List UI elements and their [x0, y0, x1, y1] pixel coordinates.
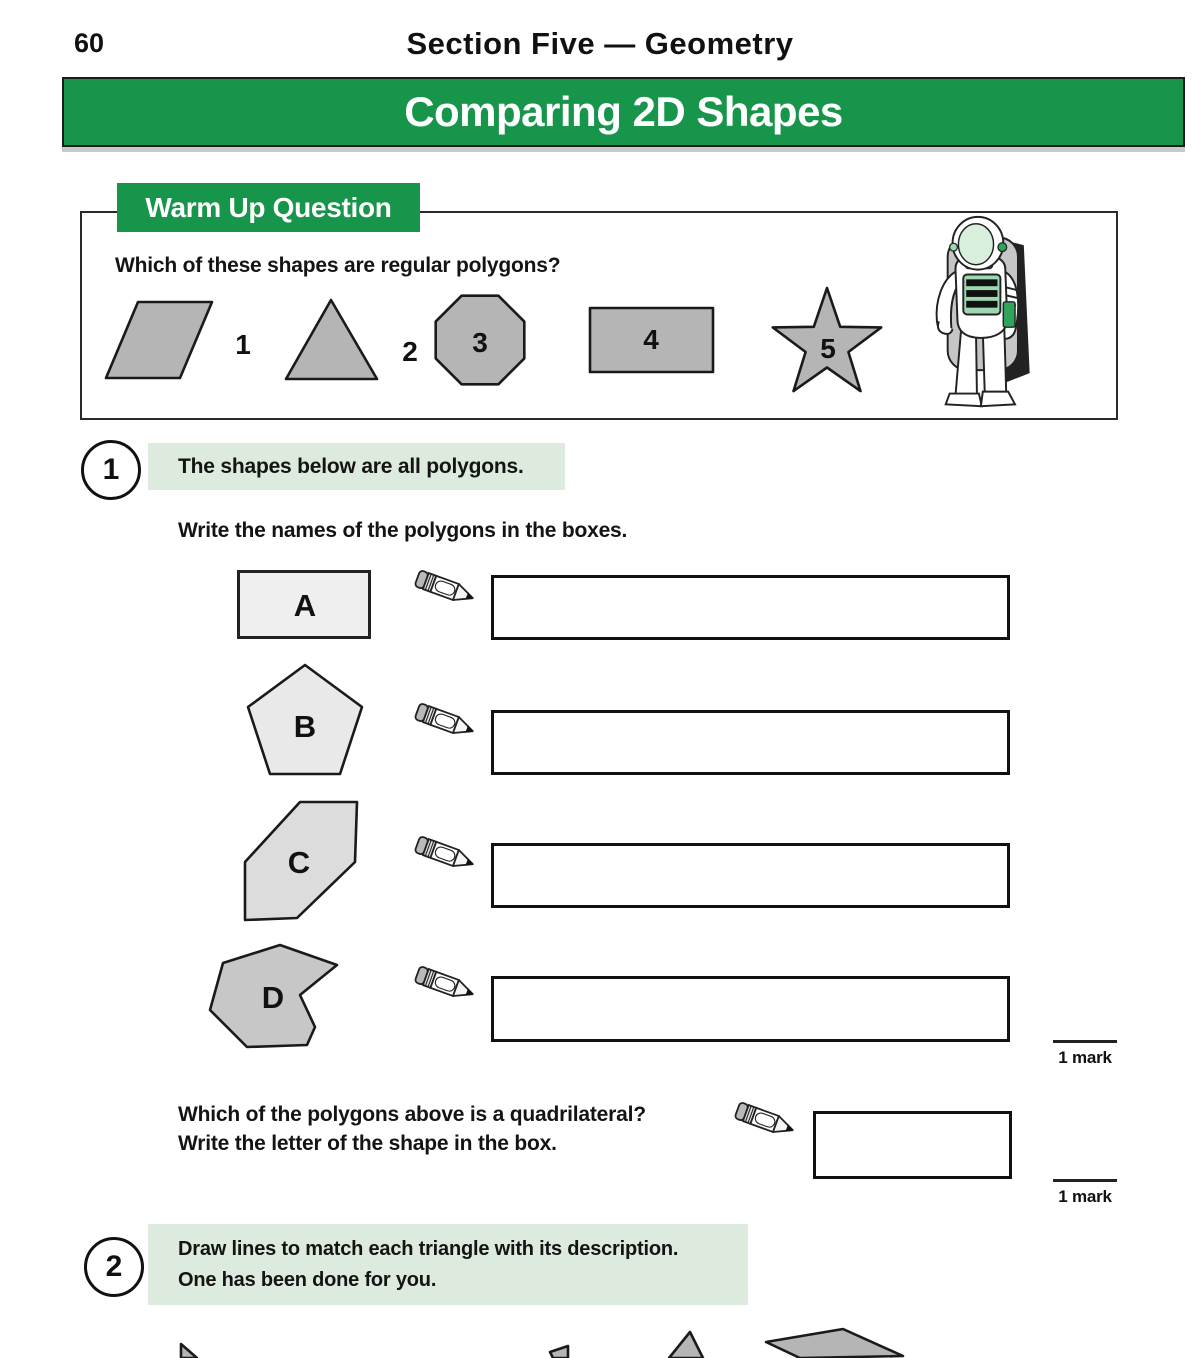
mark-label: 1 mark — [1058, 1048, 1112, 1067]
q2-number-badge — [84, 1237, 144, 1297]
page-number: 60 — [74, 28, 105, 58]
mark-label: 1 mark — [1058, 1187, 1112, 1206]
page-title: Comparing 2D Shapes — [404, 88, 843, 135]
pencil-icon — [410, 564, 482, 616]
q2-text-line2: One has been done for you. — [178, 1268, 437, 1291]
shape-letter: A — [293, 588, 317, 623]
partial-triangle-shape — [181, 1344, 197, 1358]
parallelogram-shape — [106, 302, 212, 378]
mark-line — [1053, 1179, 1117, 1182]
answer-box-c[interactable] — [491, 843, 1010, 908]
astronaut-illustration — [905, 212, 1045, 417]
shape-letter: D — [261, 980, 285, 1015]
section-title: Section Five — Geometry — [406, 26, 794, 61]
q1-number-badge — [81, 440, 141, 500]
shape-label: 1 — [235, 329, 251, 360]
pencil-icon — [730, 1096, 802, 1148]
warmup-question: Which of these shapes are regular polygons? — [115, 254, 561, 277]
answer-box-a[interactable] — [491, 575, 1010, 640]
quad-question-line1: Which of the polygons above is a quadrilateral? — [178, 1103, 646, 1126]
q2-number: 2 — [105, 1250, 123, 1283]
mark-line — [1053, 1040, 1117, 1043]
shape-label: 4 — [643, 324, 659, 355]
shape-letter: C — [287, 845, 311, 880]
quad-question-line2: Write the letter of the shape in the box. — [178, 1132, 557, 1155]
bottom-partial-shapes — [0, 1325, 1200, 1358]
shape-label: 2 — [402, 336, 418, 367]
partial-triangle-shape — [669, 1332, 703, 1358]
answer-box-b[interactable] — [491, 710, 1010, 775]
q2-text-line1: Draw lines to match each triangle with its description. — [178, 1237, 679, 1260]
mark-indicator — [1053, 1040, 1117, 1068]
warmup-tab-label: Warm Up Question — [145, 191, 392, 223]
q1-number: 1 — [102, 453, 120, 486]
pencil-icon — [410, 830, 482, 882]
warmup-tab — [117, 183, 420, 232]
q2-intro-highlight — [148, 1224, 748, 1305]
shape-letter: B — [293, 709, 317, 744]
pencil-icon — [410, 697, 482, 749]
pencil-icon — [410, 960, 482, 1012]
triangle-shape — [286, 300, 377, 379]
partial-quadrilateral-shape — [766, 1329, 903, 1358]
q1-intro-highlight — [148, 443, 565, 490]
title-banner — [62, 77, 1185, 147]
mark-indicator — [1053, 1179, 1117, 1207]
answer-box-d[interactable] — [491, 976, 1010, 1042]
quad-answer-box[interactable] — [813, 1111, 1012, 1179]
shape-label: 3 — [472, 327, 488, 358]
shape-label: 5 — [820, 333, 836, 364]
partial-triangle-shape — [550, 1346, 568, 1358]
q1-instruction: Write the names of the polygons in the boxes. — [178, 519, 628, 542]
q1-intro-text: The shapes below are all polygons. — [178, 454, 524, 478]
